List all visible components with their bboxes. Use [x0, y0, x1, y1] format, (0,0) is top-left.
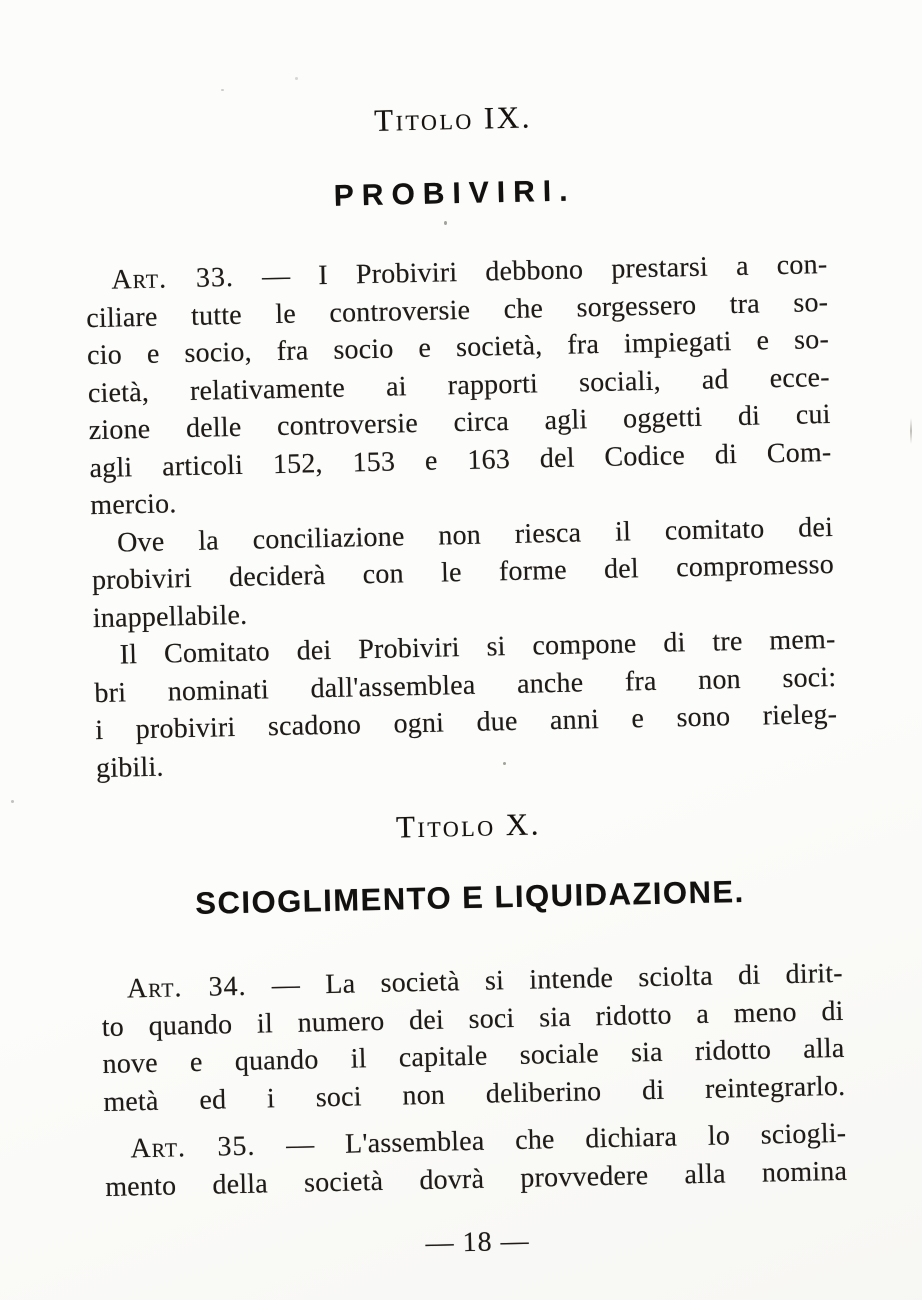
- text-line: agli articoli 152, 153 e 163 del Codice di Com-: [89, 436, 832, 484]
- article-34: [101, 955, 846, 1121]
- text-line: inappellabile.: [92, 599, 248, 634]
- scan-speck: [11, 800, 14, 803]
- section-title-x: Titolo X.: [395, 806, 542, 845]
- text-line: probiviri deciderà con le forme del compromesso: [91, 548, 835, 597]
- scan-speck: [221, 89, 224, 91]
- text-line: Il Comitato dei Probiviri si compone di tre mem-: [119, 623, 836, 671]
- paragraph-ove: [91, 508, 835, 637]
- article-34-label: Art. 34.: [126, 970, 247, 1005]
- page-content: [82, 90, 849, 1270]
- article-35-label: Art. 35.: [130, 1130, 256, 1165]
- text-line: ciliare tutte le controversie che sorgessero tra so-: [85, 286, 829, 334]
- text-line: Ove la conciliazione non riesca il comitato dei: [116, 511, 834, 559]
- text-line: cio e socio, fra socio e società, fra impiegati e so-: [86, 323, 830, 372]
- article-34-first-line: — La società si intende sciolta di dirit-: [246, 957, 844, 1002]
- text-line: gibili.: [95, 751, 164, 784]
- text-line: i probiviri scadono ogni due anni e sono rieleg-: [94, 698, 838, 747]
- text-line: mento della società dovrà provvedere alla nomina: [104, 1155, 848, 1203]
- text-line: cietà, relativamente ai rapporti sociali, ad ecce-: [87, 361, 831, 409]
- article-35-first-line: — L'assemblea che dichiara lo sciogli-: [255, 1117, 847, 1162]
- text-line: zione delle controversie circa agli oggetti di cui: [88, 398, 831, 447]
- page-number: — 18 —: [425, 1225, 530, 1259]
- text-line: nove e quando il capitale sociale sia ridotto alla: [102, 1032, 845, 1080]
- paragraph-comitato: [93, 621, 838, 787]
- scan-speck: [910, 418, 912, 444]
- text-line: to quando il numero dei soci sia ridotto a meno di: [101, 995, 844, 1043]
- section-title-ix: Titolo IX.: [373, 99, 533, 138]
- heading-scioglimento: SCIOGLIMENTO E LIQUIDAZIONE.: [194, 873, 746, 921]
- heading-probiviri: PROBIVIRI.: [333, 174, 576, 213]
- article-35: [104, 1115, 847, 1206]
- text-line: bri nominati dall'assemblea anche fra non soci:: [94, 661, 837, 709]
- article-33: [85, 246, 833, 525]
- scan-speck: [295, 77, 298, 80]
- article-33-first-line: — I Probiviri debbono prestarsi a con-: [233, 248, 828, 293]
- article-33-label: Art. 33.: [111, 261, 235, 296]
- text-line: metà ed i soci non deliberino di reintegrarlo.: [103, 1070, 846, 1118]
- text-line: mercio.: [90, 488, 177, 522]
